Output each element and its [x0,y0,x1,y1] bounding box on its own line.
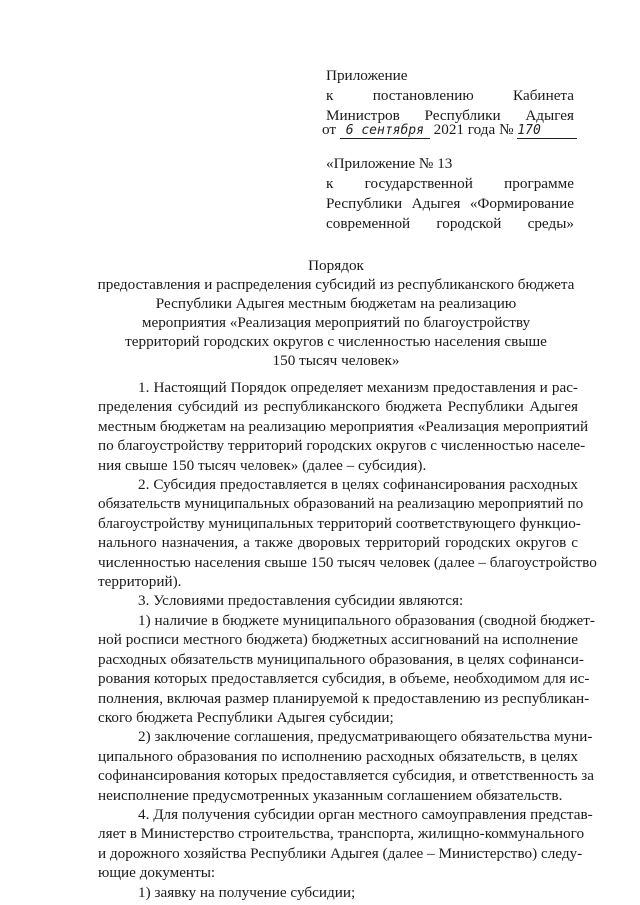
date-prefix: от [322,121,337,138]
header-line-3: Министров Республики Адыгея [326,107,574,124]
body-line: ского бюджета Республики Адыгея субсидии; [98,708,394,726]
title-line-2: предоставления и распределения субсидий из республиканского бюджета [97,276,575,293]
header-line-1: Приложение [326,67,408,84]
appendix-line-3: Республики Адыгея «Формирование [326,195,574,212]
body-line: территорий). [98,573,182,591]
body-line: и дорожного хозяйства Республики Адыгея (далее – Министерство) следу- [98,844,583,862]
body-line: 2. Субсидия предоставляется в целях софинансирования расходных [138,476,578,494]
header-date-line [322,120,577,139]
body-line: 3. Условиями предоставления субсидии являются: [138,592,464,610]
document-body [98,378,597,902]
body-line: 4. Для получения субсидии орган местного самоуправления представ- [138,805,593,823]
date-day: 6 [345,123,354,138]
body-line: благоустройству муниципальных территорий соответствующего функцио- [98,514,581,532]
title-line-1: Порядок [308,257,364,274]
body-line: по благоустройству территорий городских округов с численностью населе- [98,437,586,455]
date-month: сентября [361,123,424,138]
appendix-line-1: «Приложение № 13 [326,155,453,172]
body-line: неисполнение предусмотренных указанным соглашением обязательств. [98,786,563,804]
decree-number: 170 [517,123,577,139]
date-year: 2021 года № [433,121,514,138]
body-line: нального назначения, а также дворовых территорий городских округов с [98,534,578,552]
body-line: рования которых предоставляется субсидия, в объеме, необходимом для ис- [98,670,590,688]
body-line: ния свыше 150 тысяч человек» (далее – субсидия). [98,456,427,474]
body-line: ляет в Министерство строительства, транспорта, жилищно-коммунального [98,825,585,843]
body-line: численностью населения свыше 150 тысяч человек (далее – благоустройство [98,553,597,571]
body-line: расходных обязательств муниципального образования, в целях софинанси- [98,650,584,668]
title-line-5: территорий городских округов с численностью населения свыше [125,333,547,350]
body-line: ной росписи местного бюджета) бюджетных ассигнований на исполнение [98,631,578,649]
body-line: 2) заключение соглашения, предусматривающего обязательства муни- [138,728,593,746]
body-line: обязательств муниципальных образований на реализацию мероприятий по [98,495,584,513]
body-line: пределения субсидий из республиканского бюджета Республики Адыгея [98,398,578,416]
body-line: ципального образования по исполнению расходных обязательств, в целях [98,747,578,765]
body-line: софинансирования которых предоставляется субсидия, и ответственность за [98,767,595,785]
date-handwritten [340,123,430,139]
title-line-4: мероприятия «Реализация мероприятий по благоустройству [141,314,531,331]
appendix-line-4: современной городской среды» [326,215,574,232]
body-line: полнения, включая размер планируемой к предоставлению из республикан- [98,689,590,707]
body-line: местным бюджетам на реализацию мероприятия «Реализация мероприятий [98,417,589,435]
header-line-2: к постановлению Кабинета [326,87,574,104]
body-line: 1. Настоящий Порядок определяет механизм предоставления и рас- [138,379,578,396]
body-line: 1) заявку на получение субсидии; [138,883,356,901]
title-line-6: 150 тысяч человек» [272,352,400,369]
appendix-line-2: к государственной программе [326,175,574,192]
body-line: 1) наличие в бюджете муниципального образования (сводной бюджет- [138,611,595,629]
title-line-3: Республики Адыгея местным бюджетам на реализацию [155,295,517,312]
body-line: ющие документы: [98,864,216,882]
